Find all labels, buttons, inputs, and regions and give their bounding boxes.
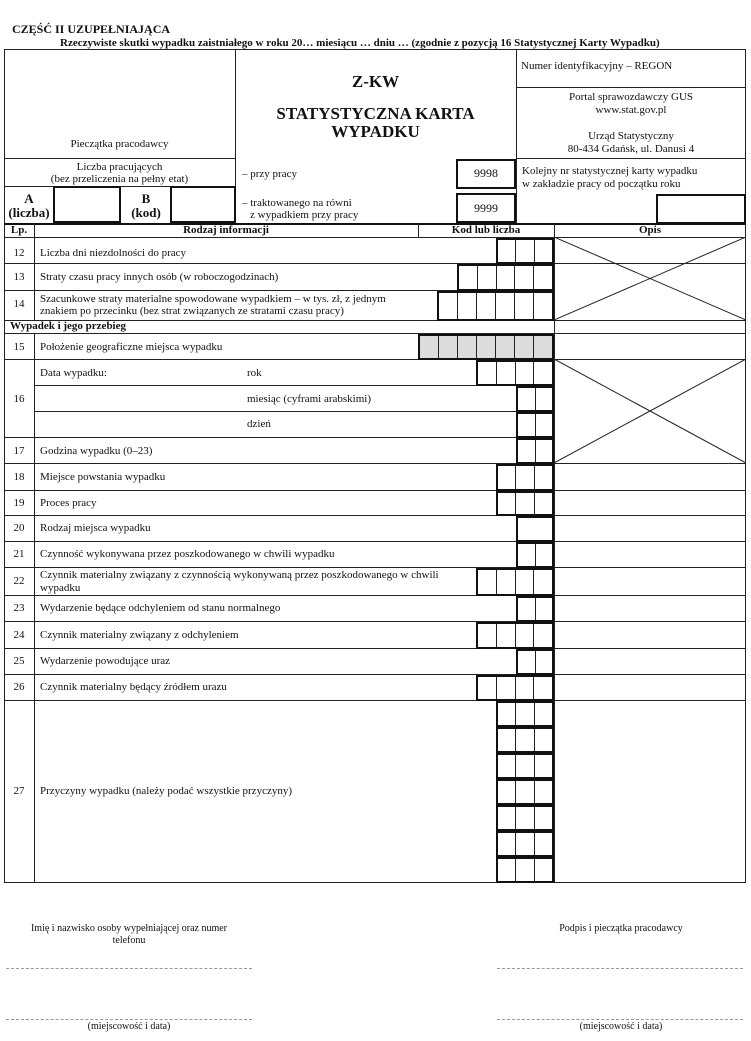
row-17-code-cells[interactable] — [516, 438, 554, 464]
code-9998: 9998 — [474, 166, 498, 180]
row-24-number: 24 — [13, 629, 25, 641]
row-26-label: Czynnik materialny będący źródłem urazu — [40, 681, 227, 693]
row-13-code-cells[interactable] — [457, 264, 554, 291]
b-label: B — [141, 191, 151, 206]
row-25-label: Wydarzenie powodujące uraz — [40, 655, 171, 667]
col-info: Rodzaj informacji — [183, 224, 269, 236]
row-15-number: 15 — [13, 341, 25, 353]
place-date-right-line[interactable] — [497, 1019, 743, 1020]
form-code: Z-KW — [351, 72, 400, 91]
portal-url: www.stat.gov.pl — [595, 104, 667, 116]
row-14-number: 14 — [13, 298, 25, 310]
row-17-label: Godzina wypadku (0–23) — [40, 445, 153, 457]
regon-label: Numer identyfikacyjny – REGON — [521, 60, 673, 72]
row-19-label: Proces pracy — [40, 497, 97, 509]
row-22-code-cells[interactable] — [476, 568, 554, 596]
row-21-number: 21 — [13, 548, 25, 560]
row-27-cause-2-cells[interactable] — [496, 727, 554, 753]
row-15-code-cells-shaded — [418, 334, 554, 360]
not-applicable-cross-2 — [554, 359, 746, 463]
row-16-month-cells[interactable] — [516, 386, 554, 412]
card-number-label: Kolejny nr statystycznej karty wypadku — [522, 165, 698, 177]
row-27-cause-4-cells[interactable] — [496, 779, 554, 805]
row-18-number: 18 — [13, 471, 25, 483]
row-16-year-cells[interactable] — [476, 360, 554, 386]
form-subtitle: Rzeczywiste skutki wypadku zaistniałego w roku 20… miesiącu … dniu … (zgodnie z pozycją 16 Statystycznej Karty Wypadku) — [60, 37, 660, 49]
row-24-code-cells[interactable] — [476, 622, 554, 649]
row-12-code-cells[interactable] — [496, 238, 554, 264]
a-count-field[interactable] — [53, 186, 121, 223]
row-21-code-cells[interactable] — [516, 542, 554, 568]
row-22-label-line2: wypadku — [40, 582, 81, 594]
filler-name-label: Imię i nazwisko osoby wypełniającej oraz numer — [30, 923, 228, 934]
row-14-label-line1: Szacunkowe straty materialne spowodowane wypadkiem – w tys. zł, z jednym — [40, 293, 386, 305]
at-work-label: – przy pracy — [242, 168, 297, 180]
row-27-cause-5-cells[interactable] — [496, 805, 554, 831]
row-16-month-label: miesiąc (cyframi arabskimi) — [247, 393, 372, 405]
row-20-label: Rodzaj miejsca wypadku — [40, 522, 151, 534]
row-18-label: Miejsce powstania wypadku — [40, 471, 166, 483]
card-number-field[interactable] — [656, 194, 746, 224]
col-desc: Opis — [638, 224, 661, 236]
row-12-label: Liczba dni niezdolności do pracy — [40, 247, 187, 259]
a-sublabel: (liczba) — [8, 205, 50, 220]
b-sublabel: (kod) — [131, 205, 161, 220]
row-24-label: Czynnik materialny związany z odchyleniem — [40, 629, 239, 641]
employer-signature-line[interactable] — [497, 968, 743, 969]
workers-label: Liczba pracujących — [76, 161, 163, 173]
row-19-number: 19 — [13, 497, 25, 509]
row-20-number: 20 — [13, 522, 25, 534]
row-25-number: 25 — [13, 655, 25, 667]
row-14-code-cells[interactable] — [437, 291, 554, 321]
code-9999: 9999 — [474, 201, 498, 215]
office-address: 80-434 Gdańsk, ul. Danusi 4 — [567, 143, 695, 155]
employer-stamp-label: Pieczątka pracodawcy — [70, 138, 169, 150]
row-19-code-cells[interactable] — [496, 491, 554, 516]
row-27-cause-7-cells[interactable] — [496, 857, 554, 883]
employer-signature-label: Podpis i pieczątka pracodawcy — [559, 923, 683, 934]
a-label: A — [24, 191, 34, 206]
section-accident-course: Wypadek i jego przebieg — [10, 320, 126, 332]
filler-name-line[interactable] — [6, 968, 252, 969]
not-applicable-cross-1 — [554, 237, 746, 320]
row-18-code-cells[interactable] — [496, 464, 554, 491]
portal-label: Portal sprawozdawczy GUS — [568, 91, 694, 103]
place-date-left-line[interactable] — [6, 1019, 252, 1020]
place-date-right-label: (miejscowość i data) — [579, 1021, 663, 1032]
row-27-cause-3-cells[interactable] — [496, 753, 554, 779]
row-12-number: 12 — [13, 247, 25, 259]
col-code: Kod lub liczba — [451, 224, 521, 236]
row-16-label: Data wypadku: — [40, 367, 107, 379]
row-17-number: 17 — [13, 445, 25, 457]
row-25-code-cells[interactable] — [516, 649, 554, 675]
row-22-label-line1: Czynnik materialny związany z czynnością wykonywaną przez poszkodowanego w chwili — [40, 569, 439, 581]
office-label: Urząd Statystyczny — [588, 130, 674, 142]
row-22-number: 22 — [13, 575, 25, 587]
b-code-field[interactable] — [170, 186, 236, 223]
row-16-day-cells[interactable] — [516, 412, 554, 438]
row-26-code-cells[interactable] — [476, 675, 554, 701]
row-23-number: 23 — [13, 602, 25, 614]
equivalent-sublabel: z wypadkiem przy pracy — [250, 209, 359, 221]
row-13-label: Straty czasu pracy innych osób (w roboczogodzinach) — [40, 271, 279, 283]
row-23-label: Wydarzenie będące odchyleniem od stanu normalnego — [40, 602, 281, 614]
equivalent-label: – traktowanego na równi — [242, 197, 352, 209]
row-16-number: 16 — [13, 393, 25, 405]
card-number-sublabel: w zakładzie pracy od początku roku — [522, 178, 681, 190]
row-16-year-label: rok — [247, 367, 262, 379]
row-27-cause-1-cells[interactable] — [496, 701, 554, 727]
form-title-line1: STATYSTYCZNA KARTA — [276, 104, 475, 123]
col-lp: Lp. — [10, 224, 28, 236]
row-15-label: Położenie geograficzne miejsca wypadku — [40, 341, 223, 353]
filler-name-sublabel: telefonu — [112, 935, 146, 946]
row-20-code-cells[interactable] — [516, 516, 554, 542]
row-27-label: Przyczyny wypadku (należy podać wszystkie przyczyny) — [40, 785, 292, 797]
row-14-label-line2: znakiem po przecinku (bez strat związanych ze stratami czasu pracy) — [40, 305, 344, 317]
form-title-line2: WYPADKU — [331, 122, 420, 141]
workers-sublabel: (bez przeliczenia na pełny etat) — [50, 173, 189, 185]
place-date-left-label: (miejscowość i data) — [87, 1021, 171, 1032]
row-27-number: 27 — [13, 785, 25, 797]
row-27-cause-6-cells[interactable] — [496, 831, 554, 857]
row-16-day-label: dzień — [247, 418, 271, 430]
row-26-number: 26 — [13, 681, 25, 693]
row-23-code-cells[interactable] — [516, 596, 554, 622]
row-21-label: Czynność wykonywana przez poszkodowanego w chwili wypadku — [40, 548, 335, 560]
part-title: CZĘŚĆ II UZUPEŁNIAJĄCA — [12, 22, 171, 36]
row-13-number: 13 — [13, 271, 25, 283]
